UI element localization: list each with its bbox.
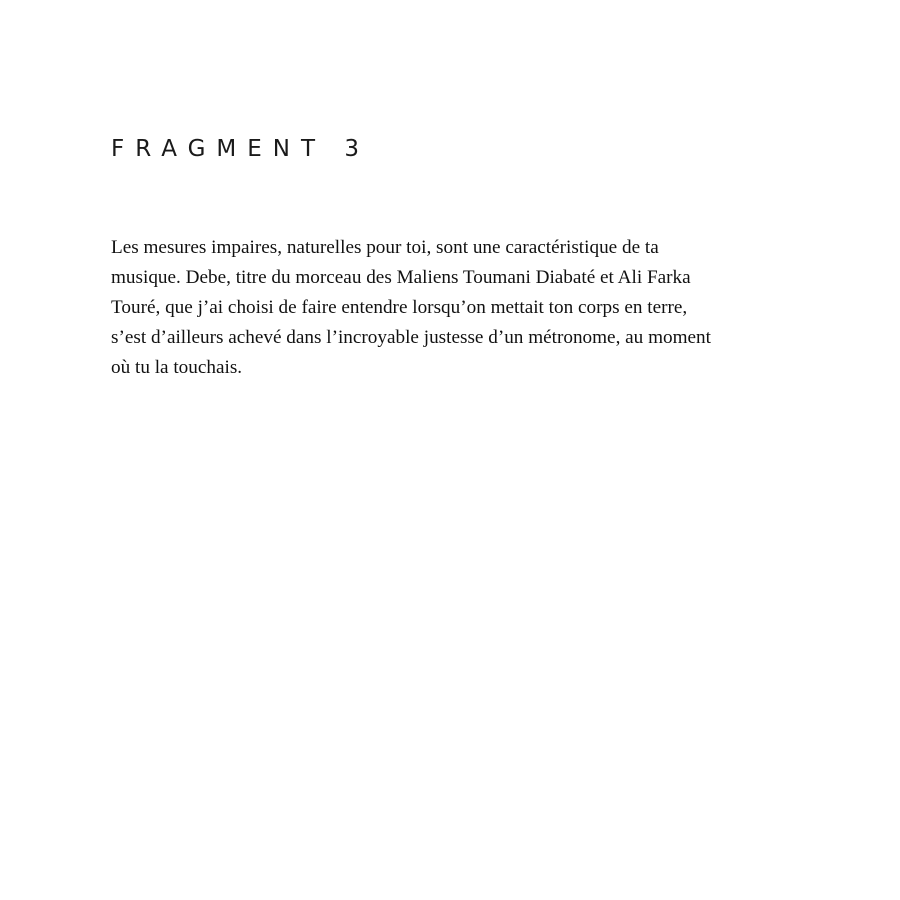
paragraph-line: s’est d’ailleurs achevé dans l’incroyable justesse d’un métronome, au moment: [111, 327, 711, 348]
paragraph-line: Touré, que j’ai choisi de faire entendre lorsqu’on mettait ton corps en terre,: [111, 297, 688, 318]
fragment-heading: FRAGMENT 3: [111, 136, 371, 162]
paragraph-line: où tu la touchais.: [111, 357, 243, 378]
paragraph-line: Les mesures impaires, naturelles pour toi, sont une caractéristique de ta: [111, 237, 659, 258]
fragment-paragraph: [111, 233, 823, 383]
paragraph-line: musique. Debe, titre du morceau des Maliens Toumani Diabaté et Ali Farka: [111, 267, 691, 288]
